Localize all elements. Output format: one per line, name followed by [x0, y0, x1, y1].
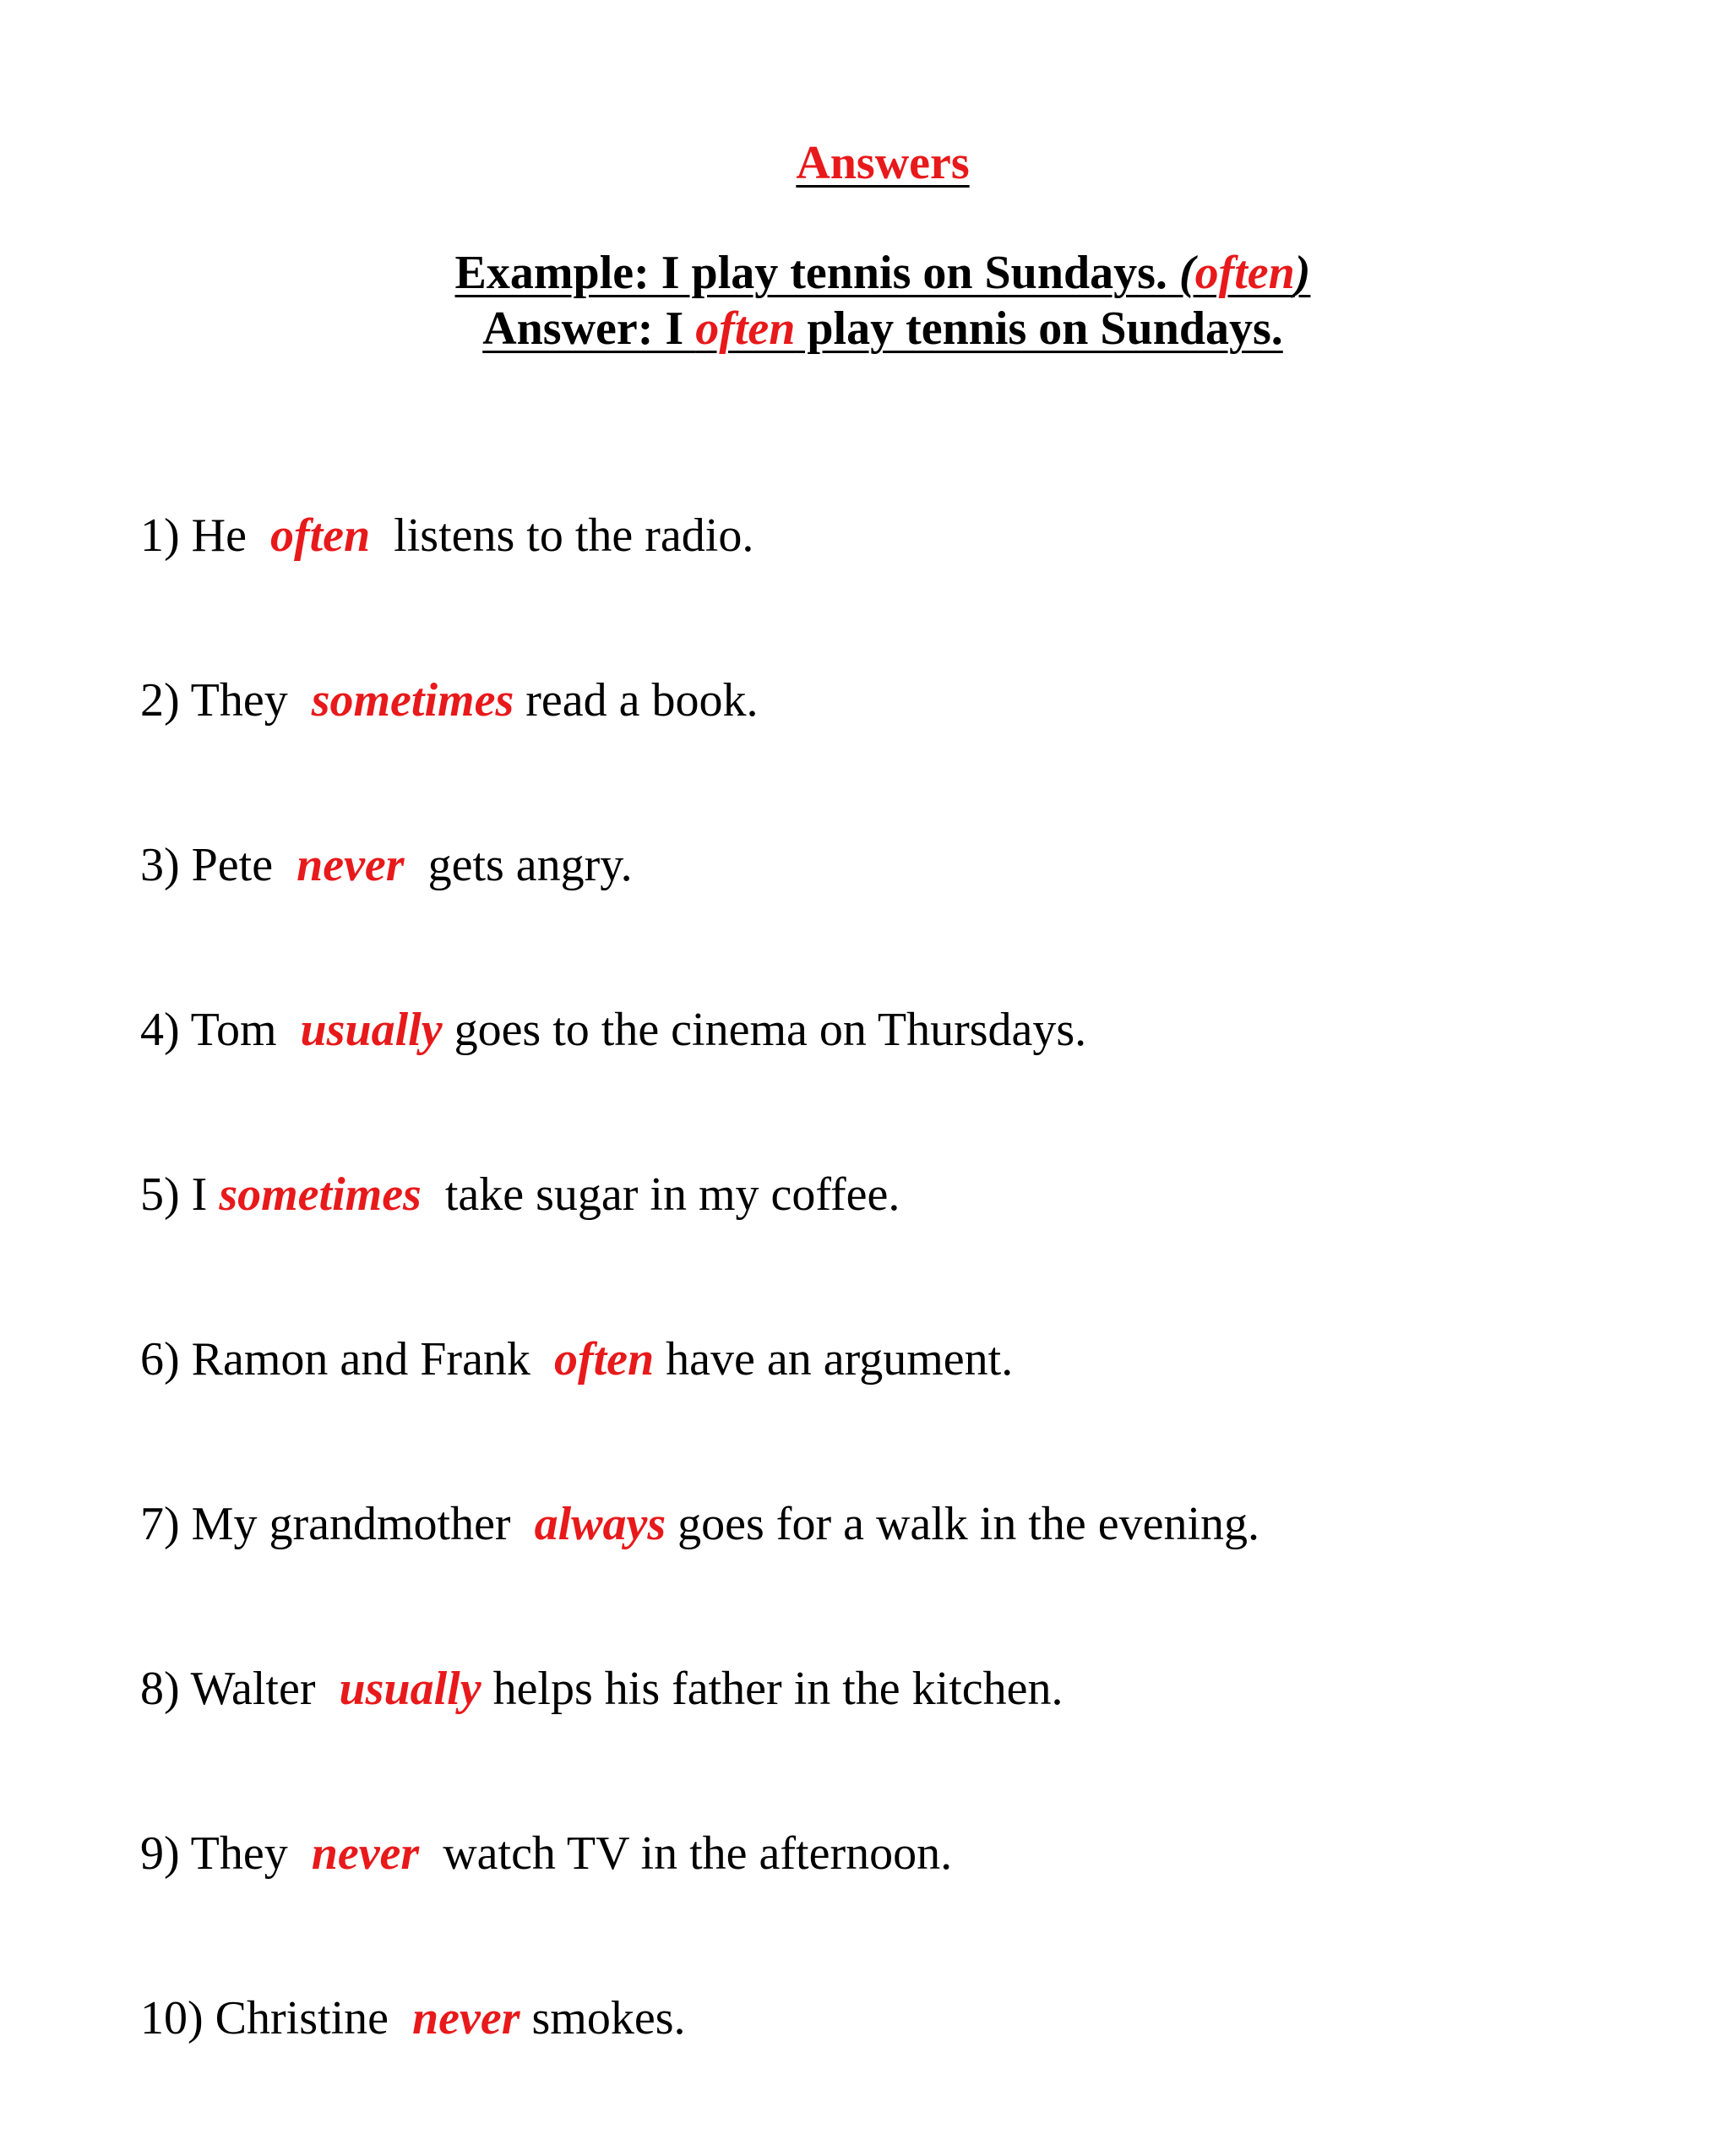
example-sentence: Example: I play tennis on Sundays. — [454, 247, 1179, 299]
item-adverb: sometimes — [311, 674, 514, 727]
item-rest: listens to the radio. — [370, 509, 754, 562]
answer-item — [140, 1827, 1661, 1881]
item-rest: take sugar in my coffee. — [421, 1168, 900, 1221]
item-subject: My grandmother — [191, 1498, 535, 1550]
item-subject: Ramon and Frank — [191, 1333, 554, 1386]
page-title — [0, 133, 1730, 193]
item-number: 8) — [140, 1663, 191, 1715]
item-adverb: never — [411, 1992, 520, 2044]
item-adverb: usually — [339, 1663, 481, 1715]
item-rest: gets angry. — [404, 839, 633, 891]
answer-item — [140, 1168, 1661, 1222]
example-hint-adverb: often — [1194, 247, 1295, 299]
answer-item — [140, 509, 1661, 564]
answer-item — [140, 1497, 1661, 1552]
example-block — [0, 245, 1730, 357]
item-rest: helps his father in the kitchen. — [481, 1663, 1064, 1715]
item-subject: Christine — [215, 1992, 412, 2044]
item-rest: watch TV in the afternoon. — [419, 1827, 953, 1880]
answer-item — [140, 838, 1661, 893]
answer-list — [140, 399, 1661, 2156]
item-adverb: usually — [300, 1004, 443, 1056]
item-number: 4) — [140, 1004, 191, 1056]
item-number: 2) — [140, 674, 191, 727]
item-subject: They — [190, 674, 312, 727]
item-rest: have an argument. — [654, 1333, 1014, 1386]
item-number: 10) — [140, 1992, 215, 2044]
item-adverb: often — [269, 509, 371, 562]
item-adverb: always — [534, 1498, 666, 1550]
item-subject: I — [191, 1168, 220, 1221]
item-rest: goes for a walk in the evening. — [666, 1498, 1260, 1550]
item-subject: Pete — [191, 839, 297, 891]
item-adverb: often — [553, 1333, 655, 1386]
example-answer-prefix: Answer: I — [482, 302, 696, 355]
answer-item — [140, 673, 1661, 728]
answer-item — [140, 1662, 1661, 1717]
example-paren-open: ( — [1178, 247, 1195, 299]
item-rest: goes to the cinema on Thursdays. — [442, 1004, 1087, 1056]
answer-item — [140, 1991, 1661, 2046]
example-line — [0, 245, 1730, 301]
title-text: Answers — [796, 137, 970, 189]
item-adverb: never — [311, 1827, 420, 1880]
item-subject: Tom — [190, 1004, 301, 1056]
item-subject: Walter — [190, 1663, 340, 1715]
answer-item — [140, 1003, 1661, 1058]
example-answer-line — [0, 301, 1730, 357]
item-number: 7) — [140, 1498, 192, 1550]
item-subject: They — [190, 1827, 312, 1880]
example-answer-adverb: often — [695, 302, 796, 355]
item-number: 3) — [140, 839, 192, 891]
answer-item — [140, 1332, 1661, 1387]
item-number: 5) — [140, 1168, 192, 1221]
example-paren-close: ) — [1294, 247, 1311, 299]
item-rest: smokes. — [520, 1992, 686, 2044]
item-number: 1) — [140, 509, 192, 562]
item-number: 6) — [140, 1333, 192, 1386]
item-number: 9) — [140, 1827, 191, 1880]
item-adverb: never — [296, 839, 405, 891]
item-rest: read a book. — [514, 674, 759, 727]
example-answer-suffix: play tennis on Sundays. — [795, 302, 1283, 355]
item-subject: He — [191, 509, 270, 562]
item-adverb: sometimes — [219, 1168, 422, 1221]
